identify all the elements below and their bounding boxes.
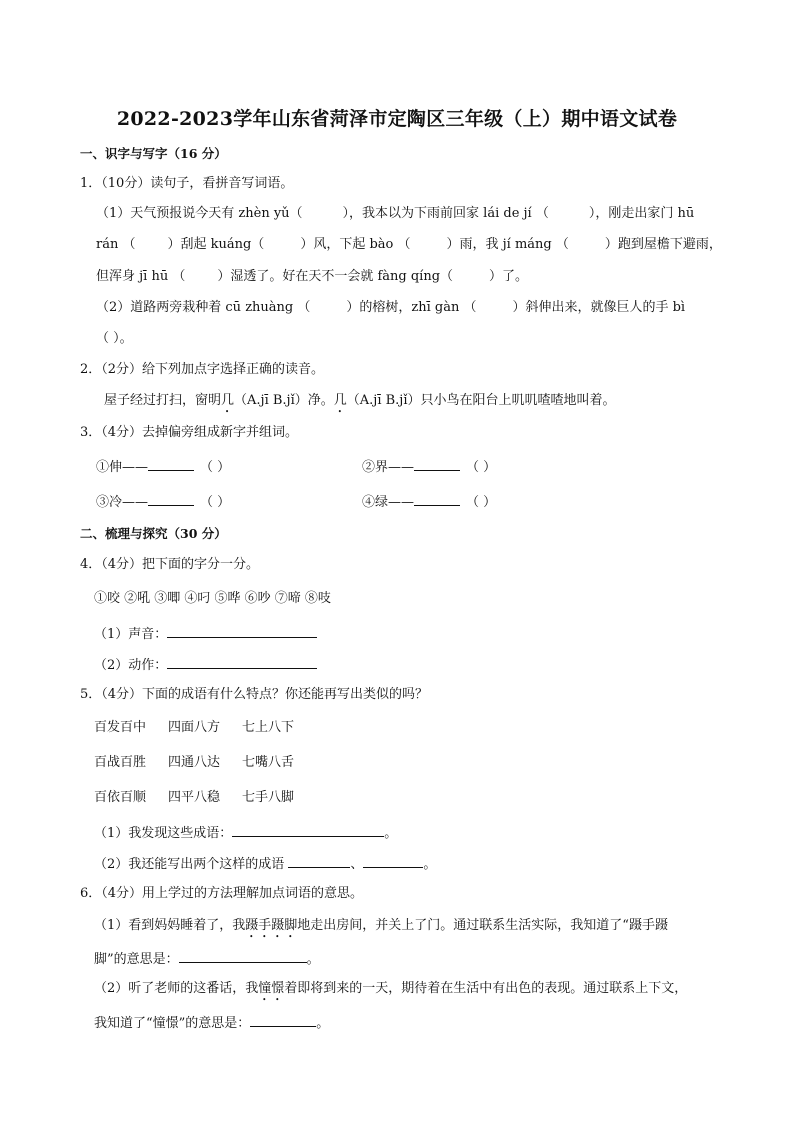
text-segment: ），我本以为下雨前回家 lái de jí （ [342, 206, 549, 221]
text-segment: ）了。 [489, 269, 529, 284]
question-3-item-1 [96, 457, 230, 476]
question-1-part2-line2: （ ）。 [96, 331, 133, 346]
question-4-part1 [94, 624, 317, 643]
text-segment: rán （ [96, 237, 136, 252]
idiom: 百发百中 [94, 720, 147, 735]
idiom: 七手八脚 [242, 790, 295, 805]
idiom-row-2 [94, 755, 294, 771]
item-label: ②界—— [362, 460, 415, 475]
idiom-row-1 [94, 720, 294, 736]
text-segment: （1）声音： [94, 627, 168, 642]
answer-blank[interactable] [148, 492, 194, 506]
text-segment: 、 [350, 857, 364, 872]
question-5-part2 [94, 854, 436, 873]
text-segment: 地走出房间，并关上了门。通过联系生活实际，我知道了“蹑手蹑 [297, 918, 668, 933]
answer-blank[interactable] [148, 457, 194, 471]
question-2-stem: 2．（2分）给下列加点字选择正确的读音。 [80, 362, 325, 377]
text-segment: （A.jī B.jǐ）只小鸟在阳台上叽叽喳喳地叫着。 [346, 393, 616, 408]
idiom: 百依百顺 [94, 790, 147, 805]
question-1-part1-line3 [96, 269, 528, 285]
text-segment: （2）道路两旁栽种着 cū zhuàng （ [96, 300, 311, 315]
text-segment: 。 [423, 857, 437, 872]
section-heading-2: 二、梳理与探究（30 分） [80, 526, 227, 541]
text-segment: 。 [316, 1016, 330, 1031]
question-3-item-2 [362, 457, 496, 476]
dotted-character: 几 [221, 393, 235, 408]
text-segment: （2）我还能写出两个这样的成语 [94, 857, 289, 872]
answer-blank[interactable] [167, 624, 317, 638]
question-4-part2 [94, 655, 317, 674]
dotted-word: 蹑手蹑脚 [245, 918, 298, 933]
text-segment: ）斜伸出来，就像巨人的手 bì [512, 300, 686, 315]
answer-paren: （ ） [200, 460, 231, 475]
text-segment: （2）听了老师的这番话，我 [94, 981, 259, 996]
text-segment: ）刮起 kuáng（ [167, 237, 265, 252]
question-2-sentence [104, 393, 615, 416]
idiom: 四面八方 [168, 720, 221, 735]
question-3-stem: 3．（4分）去掉偏旁组成新字并组词。 [80, 425, 299, 440]
text-segment: （1）我发现这些成语： [94, 826, 233, 841]
answer-blank[interactable] [250, 1013, 316, 1027]
idiom: 四平八稳 [168, 790, 221, 805]
answer-blank[interactable] [179, 949, 307, 963]
answer-paren: （ ） [466, 460, 497, 475]
section-heading-1: 一、识字与写字（16 分） [80, 146, 227, 161]
question-3-item-3 [96, 492, 230, 511]
text-segment: 。 [384, 826, 398, 841]
text-segment: 脚”的意思是： [94, 952, 179, 967]
answer-paren: （ ） [466, 495, 497, 510]
text-segment: ）雨，我 jí máng （ [446, 237, 569, 252]
answer-blank[interactable] [167, 655, 317, 669]
answer-blank[interactable] [414, 457, 460, 471]
question-1-part2-line1 [96, 300, 685, 316]
text-segment: ）风，下起 bào （ [300, 237, 411, 252]
item-label: ③冷—— [96, 495, 149, 510]
question-6-stem: 6．（4分）用上学过的方法理解加点词语的意思。 [80, 886, 364, 901]
text-segment: ）湿透了。好在天不一会就 fàng qíng（ [217, 269, 454, 284]
answer-blank[interactable] [414, 492, 460, 506]
answer-blank[interactable] [232, 823, 384, 837]
text-segment: 着即将到来的一天，期待着在生活中有出色的表现。通过联系上下文， [284, 981, 688, 996]
text-segment: ）跑到屋檐下避雨， [604, 237, 722, 252]
answer-blank[interactable] [363, 854, 423, 868]
question-6-part2-line1 [94, 981, 687, 1004]
idiom: 四通八达 [168, 755, 221, 770]
text-segment: （A.jī B.jǐ）净。 [234, 393, 334, 408]
question-5-part1 [94, 823, 397, 842]
text-segment: 但浑身 jī hū （ [96, 269, 186, 284]
question-1-part1-line1 [96, 206, 694, 222]
question-4-stem: 4．（4分）把下面的字分一分。 [80, 557, 260, 572]
question-1-stem: 1．（10分）读句子，看拼音写词语。 [80, 176, 294, 191]
text-segment: ），刚走出家门 hū [588, 206, 695, 221]
idiom: 七嘴八舌 [242, 755, 295, 770]
question-3-item-4 [362, 492, 496, 511]
question-6-part1-line2 [94, 949, 320, 968]
item-label: ④绿—— [362, 495, 415, 510]
idiom: 七上八下 [242, 720, 295, 735]
idiom-row-3 [94, 790, 294, 806]
page-title: 2022-2023学年山东省菏泽市定陶区三年级（上）期中语文试卷 [116, 108, 678, 130]
text-segment: 屋子经过打扫，窗明 [104, 393, 222, 408]
text-segment: 。 [306, 952, 320, 967]
question-6-part2-line2 [94, 1013, 329, 1032]
idiom: 百战百胜 [94, 755, 147, 770]
dotted-character: 几 [333, 393, 347, 408]
answer-paren: （ ） [200, 495, 231, 510]
question-1-part1-line2 [96, 237, 722, 253]
text-segment: （1）天气预报说今天有 zhèn yǔ（ [96, 206, 303, 221]
text-segment: （1）看到妈妈睡着了，我 [94, 918, 246, 933]
question-4-characters: ①咬 ②吼 ③唧 ④叼 ⑤哗 ⑥吵 ⑦啼 ⑧吱 [94, 591, 331, 606]
question-6-part1-line1 [94, 918, 668, 941]
item-label: ①伸—— [96, 460, 149, 475]
text-segment: （2）动作： [94, 658, 168, 673]
dotted-word: 憧憬 [258, 981, 285, 996]
question-5-stem: 5．（4分）下面的成语有什么特点？你还能再写出类似的吗？ [80, 687, 429, 702]
answer-blank[interactable] [288, 854, 350, 868]
text-segment: 我知道了“憧憬”的意思是： [94, 1016, 251, 1031]
text-segment: ）的榕树，zhī gàn （ [346, 300, 477, 315]
